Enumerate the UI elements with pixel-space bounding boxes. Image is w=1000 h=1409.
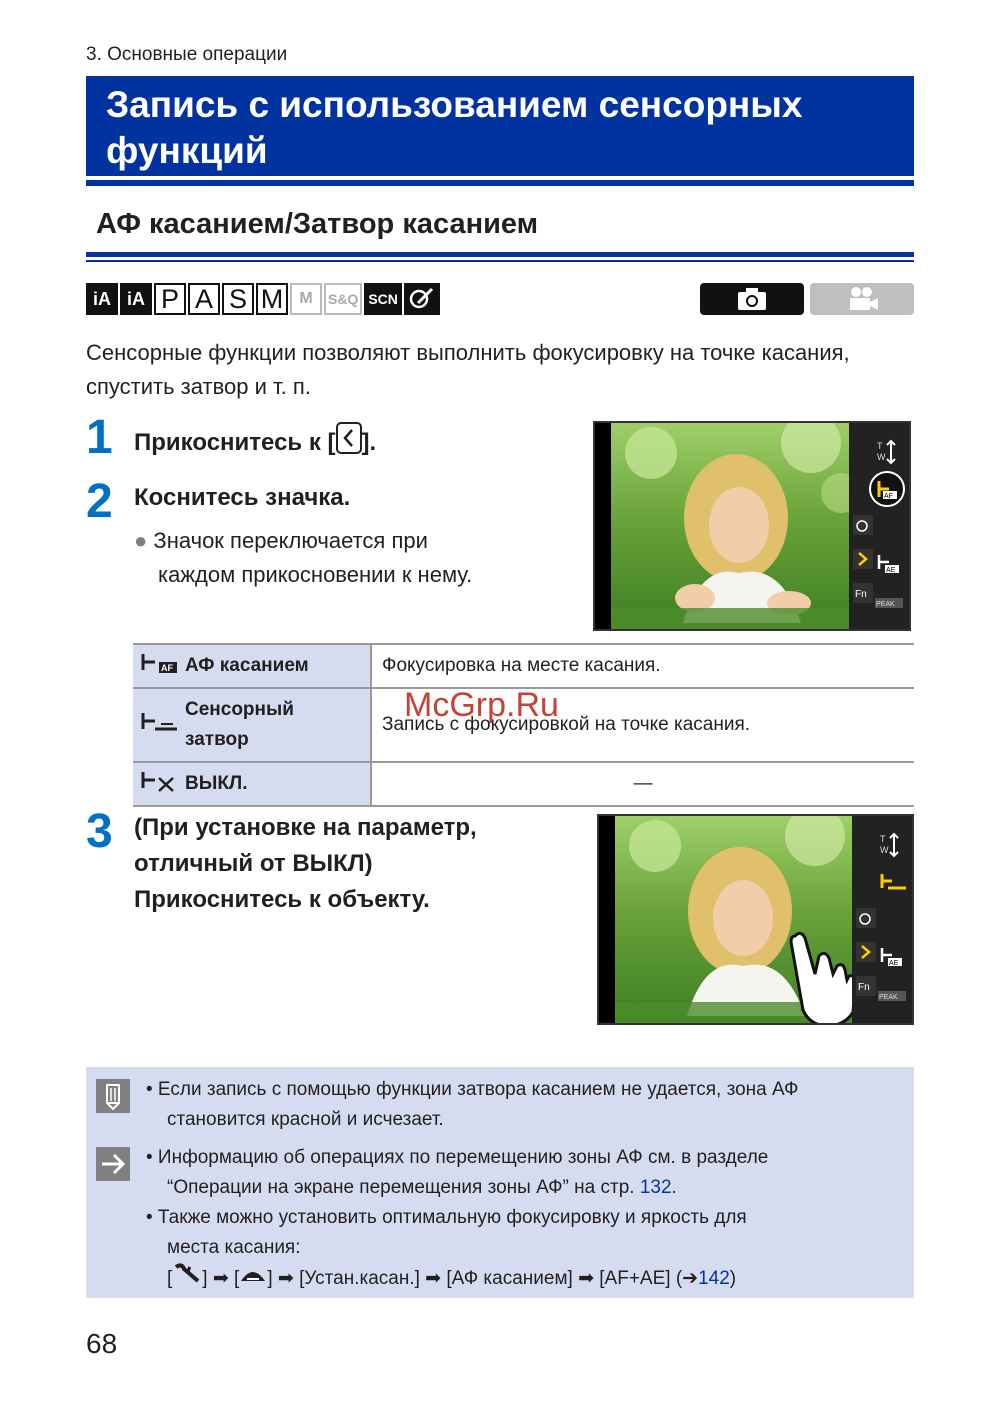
camera-icon	[736, 286, 768, 312]
section-rule	[86, 252, 914, 257]
table-row	[133, 644, 914, 688]
mode-ia-plus-icon: iA	[120, 283, 152, 315]
table-key-label: ВЫКЛ.	[185, 773, 248, 794]
custom-lens-icon	[239, 1263, 267, 1295]
table-key-line-1: Сенсорный	[185, 699, 294, 720]
note-1-line-2: становится красной и исчезает.	[167, 1109, 444, 1130]
touch-options-table	[133, 643, 914, 807]
step-1-text-before: Прикоснитесь к [	[134, 428, 336, 456]
step-1-text	[134, 422, 376, 465]
step-3-text	[134, 810, 574, 918]
breadcrumb: 3. Основные операции	[86, 44, 288, 65]
svg-text:W: W	[877, 452, 886, 462]
page-link-132[interactable]: 132	[639, 1177, 672, 1198]
screen-1-touch-tab	[849, 423, 909, 629]
notes-box	[86, 1067, 914, 1298]
section-title: АФ касанием/Затвор касанием	[96, 208, 539, 240]
table-key-line-2: затвор	[185, 729, 249, 750]
table-key-cell	[133, 644, 371, 688]
camera-screen-2	[597, 814, 914, 1025]
step-1-number: 1	[86, 411, 113, 464]
bullet-line-1: Значок переключается при	[153, 528, 428, 553]
camera-screen-1	[593, 421, 911, 631]
table-key-label: АФ касанием	[185, 655, 309, 676]
watermark: McGrp.Ru	[404, 686, 559, 724]
svg-text:T: T	[877, 441, 883, 451]
page-number: 68	[86, 1328, 118, 1359]
svg-text:AF: AF	[161, 663, 173, 673]
mode-creative-icon	[404, 283, 440, 315]
svg-text:Fn: Fn	[858, 982, 870, 993]
step-1-text-after: ].	[361, 428, 377, 456]
mode-scn-icon: SCN	[364, 283, 402, 315]
note-1-line-1: • Если запись с помощью функции затвора касанием не удается, зона АФ	[146, 1079, 799, 1100]
table-key-cell	[133, 688, 371, 762]
note-2-line-1: • Информацию об операциях по перемещению зоны АФ см. в разделе	[146, 1147, 769, 1168]
step-3-line-3: Прикоснитесь к объекту.	[134, 886, 430, 913]
svg-text:Fn: Fn	[855, 589, 867, 600]
mode-ia-icon: iA	[86, 283, 118, 315]
video-camera-icon	[846, 286, 880, 312]
step-3-line-2: отличный от ВЫКЛ)	[134, 850, 373, 877]
table-value-cell: Фокусировка на месте касания.	[371, 644, 914, 688]
note-3-menu-path: [ ] ➡ [ ] ➡ [Устан.касан.] ➡ [АФ касанием] ➡ [AF+AE] (➔142)	[146, 1263, 906, 1295]
menu-path-arrow: ] ➡ [	[202, 1268, 240, 1290]
screen-2-touch-tab	[852, 816, 912, 1023]
step-3-number: 3	[86, 805, 113, 858]
menu-path-text: ] ➡ [Устан.касан.] ➡ [АФ касанием] ➡ [AF+AE] (➔	[267, 1268, 699, 1290]
mode-a-icon: A	[188, 283, 220, 315]
page-link-142[interactable]: 142	[698, 1268, 730, 1290]
screen-2-photo	[615, 816, 852, 1023]
bullet-line-2: каждом прикосновении к нему.	[158, 562, 473, 587]
note-2-end: .	[671, 1177, 677, 1198]
note-icon	[96, 1079, 130, 1113]
svg-text:T: T	[880, 834, 886, 844]
menu-path-end: )	[729, 1268, 737, 1290]
svg-text:W: W	[880, 845, 889, 855]
table-row	[133, 762, 914, 806]
page-title-bar	[86, 76, 914, 176]
note-2-line-2	[146, 1173, 906, 1203]
photo-mode-tab	[700, 283, 804, 315]
title-rule	[86, 180, 914, 186]
touch-shutter-icon	[139, 711, 185, 739]
mode-video-m-icon: M	[290, 283, 322, 315]
table-key-label	[185, 695, 294, 755]
step-2-bullet	[134, 524, 554, 592]
step-2-number: 2	[86, 475, 113, 528]
table-value-cell: Запись с фокусировкой на точке касания.	[371, 688, 914, 762]
svg-text:PEAK: PEAK	[879, 994, 898, 1001]
section-rule-thin	[86, 260, 914, 262]
intro-text: Сенсорные функции позволяют выполнить фокусировку на точке касания, спустить затвор и т. п.	[86, 340, 850, 399]
svg-text:AE: AE	[889, 960, 899, 967]
mode-p-icon: P	[154, 283, 186, 315]
note-2-text: “Операции на экране перемещения зоны АФ” на стр.	[167, 1177, 640, 1198]
touch-tab-icon	[336, 422, 362, 465]
bullet-mark: ●	[134, 528, 148, 553]
table-value-cell: —	[371, 762, 914, 806]
mode-sq-icon: S&Q	[324, 283, 362, 315]
touch-off-icon	[139, 770, 185, 798]
step-2-text: Коснитесь значка.	[134, 484, 351, 511]
mode-s-icon: S	[222, 283, 254, 315]
step-3-line-1: (При установке на параметр,	[134, 814, 477, 841]
reference-arrow-icon	[96, 1147, 130, 1181]
svg-text:AF: AF	[884, 493, 893, 500]
note-3-line-2: места касания:	[167, 1237, 301, 1258]
svg-text:AE: AE	[886, 567, 896, 574]
screen-1-photo	[611, 423, 849, 629]
mode-icons	[86, 283, 440, 315]
mode-m-icon: M	[256, 283, 288, 315]
svg-text:PEAK: PEAK	[876, 601, 895, 608]
wrench-icon	[172, 1263, 202, 1295]
note-3-line-1: • Также можно установить оптимальную фокусировку и яркость для	[146, 1207, 747, 1228]
touch-af-icon	[139, 652, 185, 680]
table-key-cell	[133, 762, 371, 806]
video-mode-tab	[810, 283, 914, 315]
page-title: Запись с использованием сенсорных функций	[106, 84, 803, 171]
